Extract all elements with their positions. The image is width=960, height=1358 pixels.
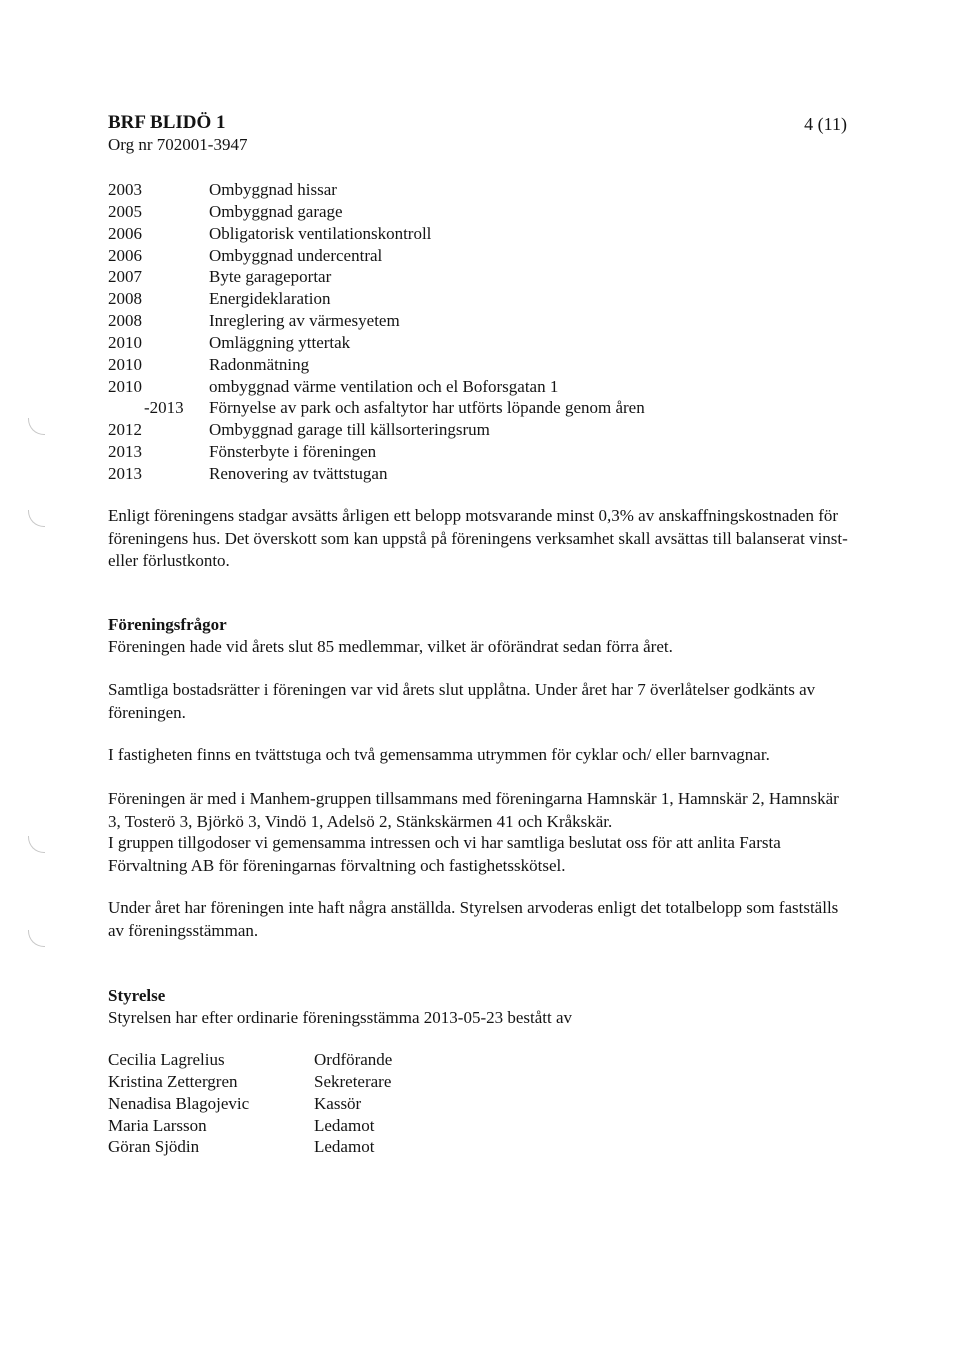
transfers-paragraph: Samtliga bostadsrätter i föreningen var vid årets slut upplåtna. Under året har 7 överlåtelser godkänts av föreningen. <box>108 680 816 722</box>
board-member-role: Ordförande <box>314 1050 393 1069</box>
history-year: 2008 <box>108 311 142 331</box>
facilities-paragraph: I fastigheten finns en tvättstuga och två gemensamma utrymmen för cyklar och/ eller barnvagnar. <box>108 745 770 764</box>
history-text: Fönsterbyte i föreningen <box>209 442 377 462</box>
history-year: 2008 <box>108 289 142 309</box>
binder-hole-mark <box>28 510 45 527</box>
binder-hole-mark <box>28 418 45 435</box>
manhem-group-paragraph: Föreningen är med i Manhem-gruppen tillsammans med föreningarna Hamnskär 1, Hamnskär 2, Hamnskär 3, Tosterö 3, Björkö 3, Vindö 1, Adelsö 2, Stänkskärmen 41 och Kråkskär. <box>108 789 839 831</box>
section-heading-styrelse: Styrelse <box>108 986 166 1005</box>
association-title: BRF BLIDÖ 1 <box>108 112 226 133</box>
history-text: Obligatorisk ventilationskontroll <box>209 223 432 243</box>
history-year: 2006 <box>108 223 142 243</box>
history-text: Inreglering av värmesyetem <box>209 311 400 331</box>
history-text: Omläggning yttertak <box>209 332 351 352</box>
board-member-role: Sekreterare <box>314 1071 392 1091</box>
history-text: ombyggnad värme ventilation och el Boforsgatan 1 <box>209 376 559 396</box>
board-member-name: Nenadisa Blagojevic <box>108 1093 250 1113</box>
history-year: 2003 <box>108 180 142 199</box>
binder-hole-mark <box>28 836 45 853</box>
history-text: Radonmätning <box>209 354 310 374</box>
section-heading-foreningsfragor: Föreningsfrågor <box>108 615 227 634</box>
board-member-name: Kristina Zettergren <box>108 1071 238 1091</box>
history-year: 2013 <box>108 463 142 483</box>
page-number: 4 (11) <box>804 114 847 134</box>
board-member-name: Cecilia Lagrelius <box>108 1050 225 1069</box>
board-member-role: Ledamot <box>314 1137 375 1157</box>
board-member-name: Maria Larsson <box>108 1115 207 1135</box>
employees-paragraph: Under året har föreningen inte haft några anställda. Styrelsen arvoderas enligt det totalbelopp som fastställs av föreningsstämman. <box>108 898 839 940</box>
members-paragraph: Föreningen hade vid årets slut 85 medlemmar, vilket är oförändrat sedan förra året. <box>108 637 673 656</box>
history-year: 2005 <box>108 201 142 221</box>
board-member-name: Göran Sjödin <box>108 1137 200 1157</box>
history-year: 2012 <box>108 420 142 440</box>
management-paragraph: I gruppen tillgodoser vi gemensamma intressen och vi har samtliga beslutat oss för att anlita Farsta Förvaltning AB för föreningarnas förvaltning och fastighetsskötsel. <box>108 833 781 875</box>
binder-hole-mark <box>28 930 45 947</box>
history-text: Ombyggnad hissar <box>209 180 337 199</box>
history-year: 2010 <box>108 354 142 374</box>
document-header <box>108 112 247 156</box>
history-text: Ombyggnad garage <box>209 201 343 221</box>
history-text: Byte garageportar <box>209 267 332 287</box>
history-text: Ombyggnad garage till källsorteringsrum <box>209 420 490 440</box>
history-year: 2013 <box>108 442 142 462</box>
history-text: Förnyelse av park och asfaltytor har utförts löpande genom åren <box>209 398 645 418</box>
org-number: Org nr 702001-3947 <box>108 135 248 154</box>
board-member-role: Ledamot <box>314 1115 375 1135</box>
history-year: 2006 <box>108 245 142 265</box>
stadgar-paragraph: Enligt föreningens stadgar avsätts årligen ett belopp motsvarande minst 0,3% av anskaffningskostnaden för föreningens hus. Det överskott som kan uppstå på föreningens verksamhet skall avsättas till balanserat vinst- eller förlustkonto. <box>108 506 848 570</box>
history-year: -2013 <box>144 398 184 418</box>
history-text: Ombyggnad undercentral <box>209 245 383 265</box>
history-year: 2010 <box>108 332 142 352</box>
history-text: Energideklaration <box>209 289 331 309</box>
history-text: Renovering av tvättstugan <box>209 463 388 483</box>
board-intro: Styrelsen har efter ordinarie föreningsstämma 2013-05-23 bestått av <box>108 1008 573 1027</box>
board-member-role: Kassör <box>314 1093 362 1113</box>
history-year: 2010 <box>108 376 142 396</box>
history-year: 2007 <box>108 267 142 287</box>
